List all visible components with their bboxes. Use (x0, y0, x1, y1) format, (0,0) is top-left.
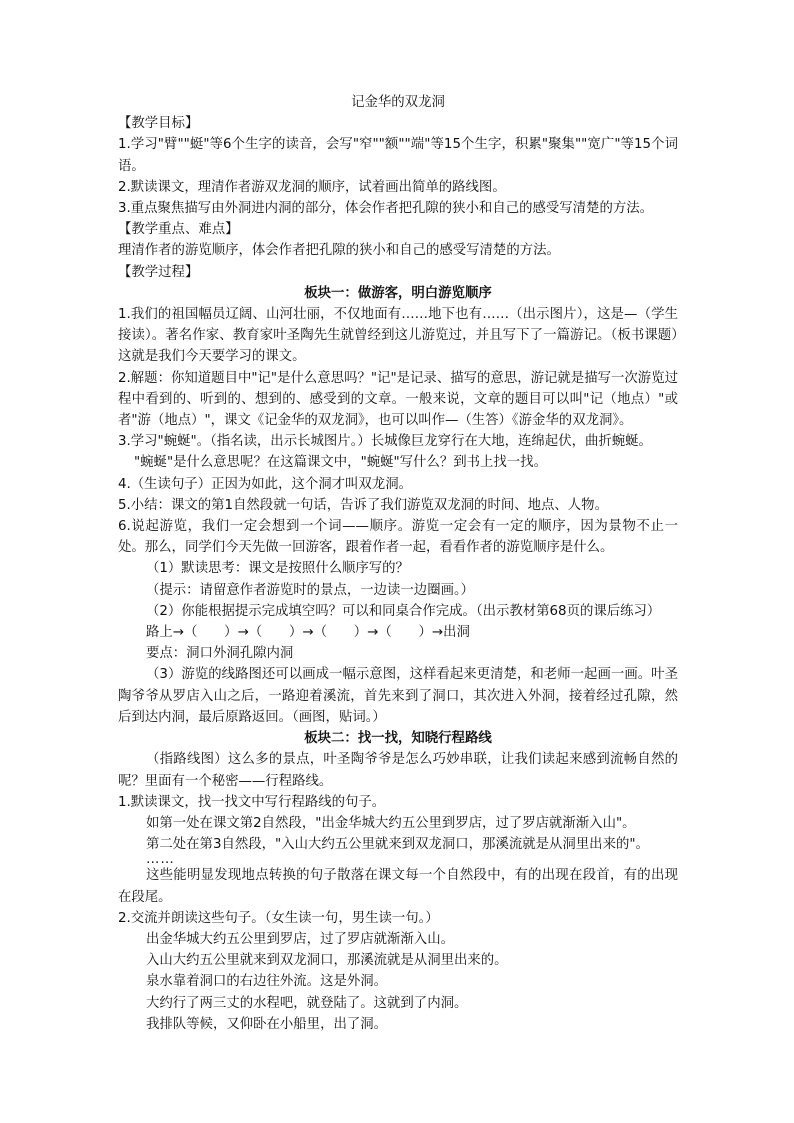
block1-question-1: （1）默读思考：课文是按照什么顺序写的？ (146, 561, 409, 577)
sentence-item-4: 大约行了两三丈的水程吧，就登陆了。这就到了内洞。 (146, 995, 468, 1011)
block2-example-1: 如第一处在课文第2自然段，"出金华城大约五公里到罗店，过了罗店就渐渐入山"。 (146, 815, 636, 831)
block1-paragraph-5: 5.小结：课文的第1自然段就一句话，告诉了我们游览双龙洞的时间、地点、人物。 (118, 497, 608, 513)
process-heading: 【教学过程】 (118, 264, 199, 280)
block1-paragraph-2: 2.解题：你知道题目中"记"是什么意思吗？"记"是记录、描写的意思，游记就是描写一次游览过程中看到的、听到的、想到的、感受到的文章。一般来说，文章的题目可以叫"记（地点）"或者"游（地点）"，课文《记金华的双龙洞》，也可以叫作—（生答）《游金华的双龙洞》。 (118, 370, 678, 429)
block1-question-2: （2）你能根据提示完成填空吗？可以和同桌合作完成。（出示教材第68页的课后练习） (146, 603, 661, 619)
block1-paragraph-1: 1.我们的祖国幅员辽阔、山河壮丽，不仅地面有……地下也有……（出示图片），这是—（学生接读）。著名作家、教育家叶圣陶先生就曾经到这儿游览过，并且写下了一篇游记。（板书课题）这就是我们今天要学习的课文。 (118, 307, 678, 365)
sentence-item-2: 入山大约五公里就来到双龙洞口，那溪流就是从洞里出来的。 (146, 953, 508, 969)
goal-item-2: 2.默读课文，理清作者游双龙洞的顺序，试着画出简单的路线图。 (118, 179, 506, 195)
goal-item-1: 1.学习"臂""蜓"等6个生字的读音，会写"窄""额""端"等15个生字，积累"聚集""宽广"等15个词语。 (118, 137, 678, 174)
route-keypoints: 要点：洞口外洞孔隙内洞 (146, 646, 294, 662)
block2-heading: 板块二：找一找，知晓行程路线 (304, 731, 492, 747)
goal-item-3: 3.重点聚焦描写由外洞进内洞的部分，体会作者把孔隙的狭小和自己的感受写清楚的方法。 (118, 201, 654, 217)
block1-paragraph-3b: "蜿蜒"是什么意思呢？在这篇课文中，"蜿蜒"写什么？到书上找一找。 (134, 455, 547, 471)
block2-step-2: 2.交流并朗读这些句子。（女生读一句，男生读一句。） (118, 910, 439, 926)
block1-paragraph-6: 6.说起游览，我们一定会想到一个词——顺序。游览一定会有一定的顺序，因为景物不止一处。那么，同学们今天先做一回游客，跟着作者一起，看看作者的游览顺序是什么。 (118, 519, 678, 556)
route-fill-in: 路上→（ ）→（ ）→（ ）→（ ）→出洞 (146, 625, 470, 641)
block2-note: 这些能明显发现地点转换的句子散落在课文每一个自然段中，有的出现在段首，有的出现在段尾。 (118, 868, 678, 905)
sentence-item-5: 我排队等候，又仰卧在小船里，出了洞。 (146, 1016, 388, 1032)
block1-paragraph-3a: 3.学习"蜿蜒"。（指名读，出示长城图片。）长城像巨龙穿行在大地，连绵起伏，曲折蜿蜒。 (118, 434, 652, 450)
keypoints-text: 理清作者的游览顺序，体会作者把孔隙的狭小和自己的感受写清楚的方法。 (118, 243, 560, 259)
sentence-item-3: 泉水靠着洞口的右边往外流。这是外洞。 (146, 974, 388, 990)
block1-question-3: （3）游览的线路图还可以画成一幅示意图，这样看起来更清楚，和老师一起画一画。叶圣陶爷爷从罗店入山之后，一路迎着溪流，首先来到了洞口，其次进入外洞，接着经过孔隙，然后到达内洞，最后原路返回。（画图，贴词。） (118, 667, 678, 725)
block1-heading: 板块一：做游客，明白游览顺序 (304, 285, 492, 301)
sentence-item-1: 出金华城大约五公里到罗店，过了罗店就渐渐入山。 (146, 931, 454, 947)
ellipsis: …… (146, 852, 175, 868)
block2-step-1: 1.默读课文，找一找文中写行程路线的句子。 (118, 794, 386, 810)
goals-heading: 【教学目标】 (118, 116, 199, 132)
lesson-plan-document (118, 92, 678, 1035)
document-title: 记金华的双龙洞 (351, 95, 445, 110)
block2-example-2: 第二处在第3自然段，"入山大约五公里就来到双龙洞口，那溪流就是从洞里出来的"。 (146, 837, 649, 853)
keypoints-heading: 【教学重点、难点】 (118, 222, 239, 238)
block2-intro: （指路线图）这么多的景点，叶圣陶爷爷是怎么巧妙串联，让我们读起来感到流畅自然的呢？里面有一个秘密——行程路线。 (118, 752, 678, 789)
block1-paragraph-4: 4.（生读句子）正因为如此，这个洞才叫双龙洞。 (118, 476, 412, 492)
block1-hint: （提示：请留意作者游览时的景点，一边读一边圈画。） (146, 582, 475, 598)
